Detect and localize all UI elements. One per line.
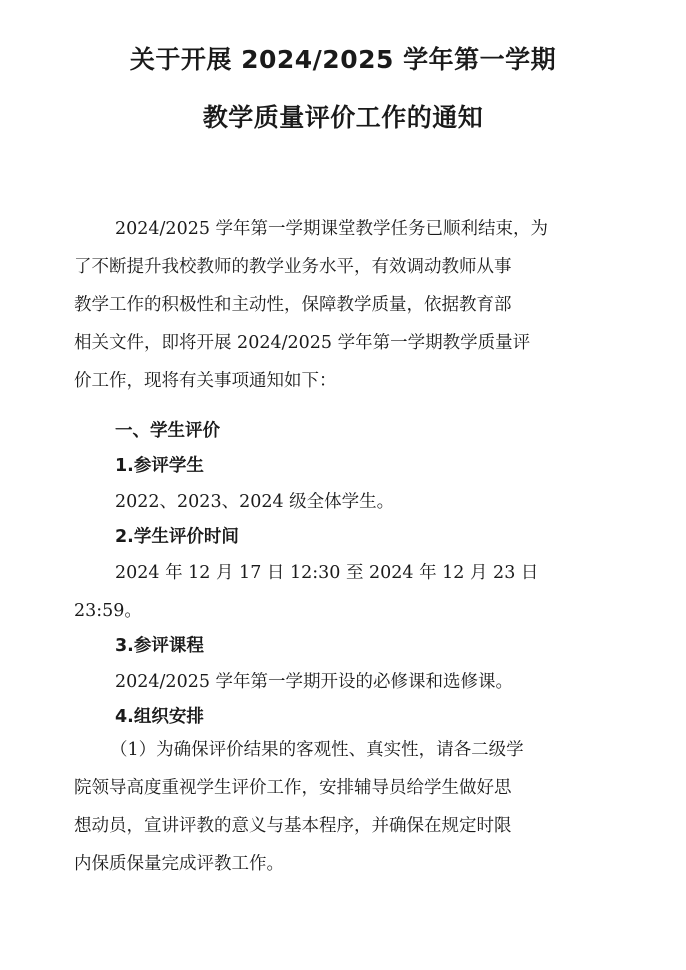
- intro-paragraph: [74, 210, 614, 400]
- intro-line: 2024/2025 学年第一学期课堂教学任务已顺利结束，为: [115, 219, 549, 239]
- section-heading: 一、学生评价: [115, 421, 220, 441]
- item-heading: 3.参评课程: [115, 636, 204, 656]
- intro-line: 了不断提升我校教师的教学业务水平，有效调动教师从事: [74, 257, 512, 277]
- document-title-line-1: 关于开展 2024/2025 学年第一学期: [129, 45, 557, 74]
- item-line: 2022、2023、2024 级全体学生。: [115, 492, 395, 512]
- item-line: 2024/2025 学年第一学期开设的必修课和选修课。: [115, 672, 514, 692]
- item-text: [74, 483, 614, 521]
- item-heading: 4.组织安排: [115, 707, 204, 727]
- item-line: （1）为确保评价结果的客观性、真实性，请各二级学: [110, 740, 524, 760]
- document-title-line-2: 教学质量评价工作的通知: [202, 103, 484, 132]
- item-heading: 1.参评学生: [115, 456, 204, 476]
- item-line: 2024 年 12 月 17 日 12:30 至 2024 年 12 月 23 日: [115, 563, 539, 583]
- intro-line: 教学工作的积极性和主动性，保障教学质量，依据教育部: [74, 295, 512, 315]
- intro-line: 相关文件，即将开展 2024/2025 学年第一学期教学质量评: [74, 333, 531, 353]
- item-heading: 2.学生评价时间: [115, 527, 239, 547]
- item-line: 23:59。: [74, 601, 142, 621]
- item-line: 院领导高度重视学生评价工作，安排辅导员给学生做好思: [74, 778, 512, 798]
- item-text: [74, 663, 614, 701]
- item-text: [74, 554, 614, 630]
- item-text: [74, 731, 614, 883]
- item-line: 想动员，宣讲评教的意义与基本程序，并确保在规定时限: [74, 816, 512, 836]
- intro-line: 价工作，现将有关事项通知如下：: [74, 371, 337, 391]
- item-line: 内保质保量完成评教工作。: [74, 854, 284, 874]
